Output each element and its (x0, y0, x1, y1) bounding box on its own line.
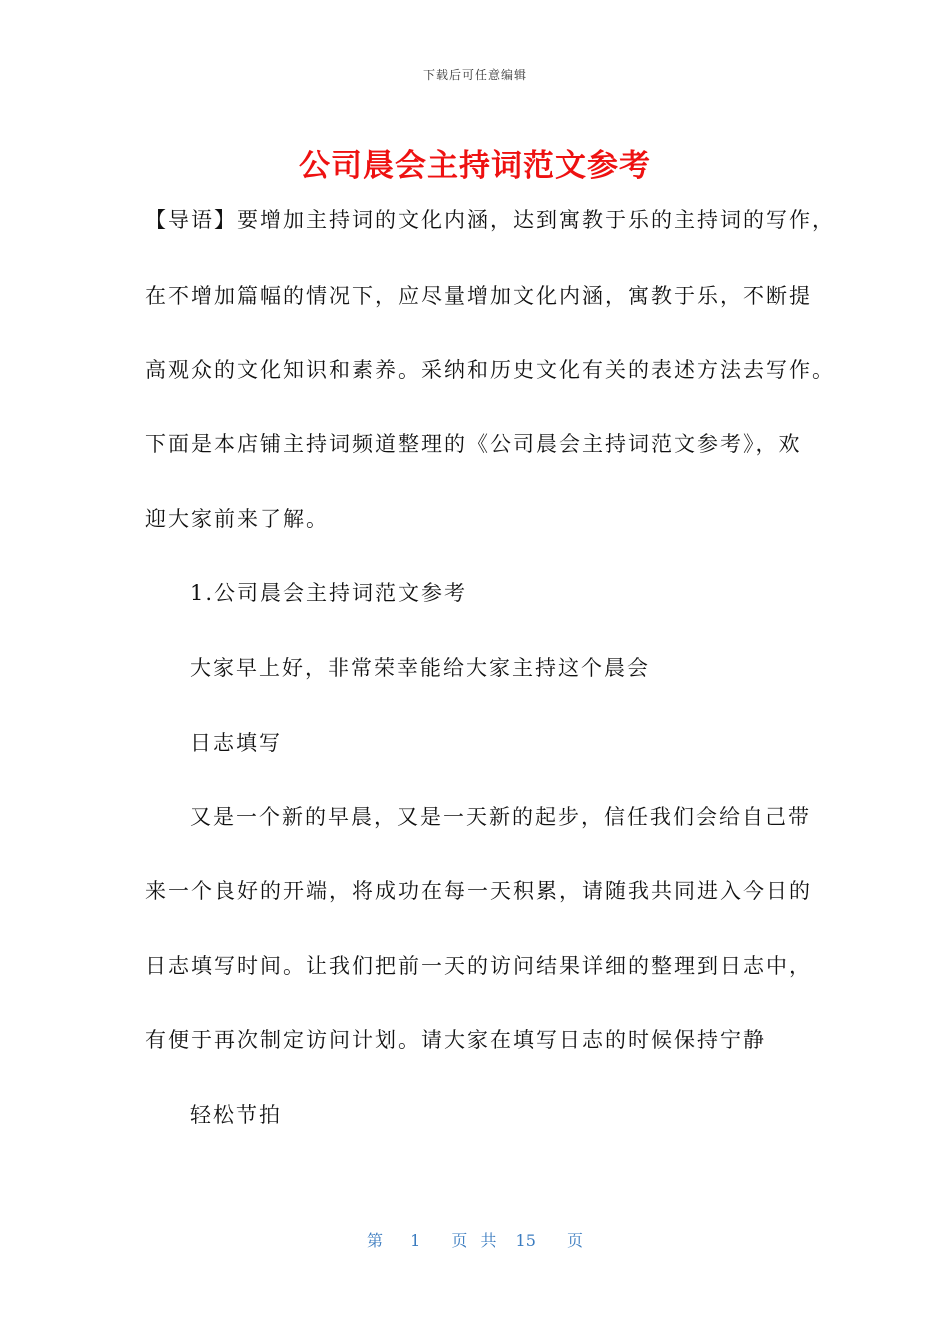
footer-label-end: 页 (567, 1231, 584, 1250)
greeting-line: 大家早上好，非常荣幸能给大家主持这个晨会 (190, 656, 650, 680)
page-footer (0, 1228, 950, 1251)
document-title: 公司晨会主持词范文参考 (299, 148, 651, 184)
subheading-log: 日志填写 (190, 731, 282, 755)
footer-current-page: 1 (410, 1231, 421, 1250)
intro-line-5: 迎大家前来了解。 (145, 507, 329, 531)
header-note: 下载后可任意编辑 (422, 68, 527, 82)
paragraph-line-4: 有便于再次制定访问计划。请大家在填写日志的时候保持宁静 (145, 1028, 766, 1052)
paragraph-line-2: 来一个良好的开端，将成功在每一天积累，请随我共同进入今日的 (145, 879, 812, 903)
intro-line-4: 下面是本店铺主持词频道整理的《公司晨会主持词范文参考》，欢 (145, 432, 802, 456)
paragraph-line-3: 日志填写时间。让我们把前一天的访问结果详细的整理到日志中， (145, 954, 812, 978)
subheading-rhythm: 轻松节拍 (190, 1103, 282, 1127)
intro-line-3: 高观众的文化知识和素养。采纳和历史文化有关的表述方法去写作。 (145, 358, 835, 382)
intro-line-1: 【导语】要增加主持词的文化内涵，达到寓教于乐的主持词的写作， (145, 208, 835, 232)
footer-total-pages: 15 (515, 1231, 536, 1250)
paragraph-line-1: 又是一个新的早晨，又是一天新的起步，信任我们会给自己带 (190, 805, 811, 829)
footer-label-start: 第 (366, 1231, 383, 1250)
footer-label-mid: 页 共 (451, 1231, 497, 1250)
intro-line-2: 在不增加篇幅的情况下，应尽量增加文化内涵，寓教于乐，不断提 (145, 284, 812, 308)
section-heading: 1.公司晨会主持词范文参考 (190, 581, 468, 605)
